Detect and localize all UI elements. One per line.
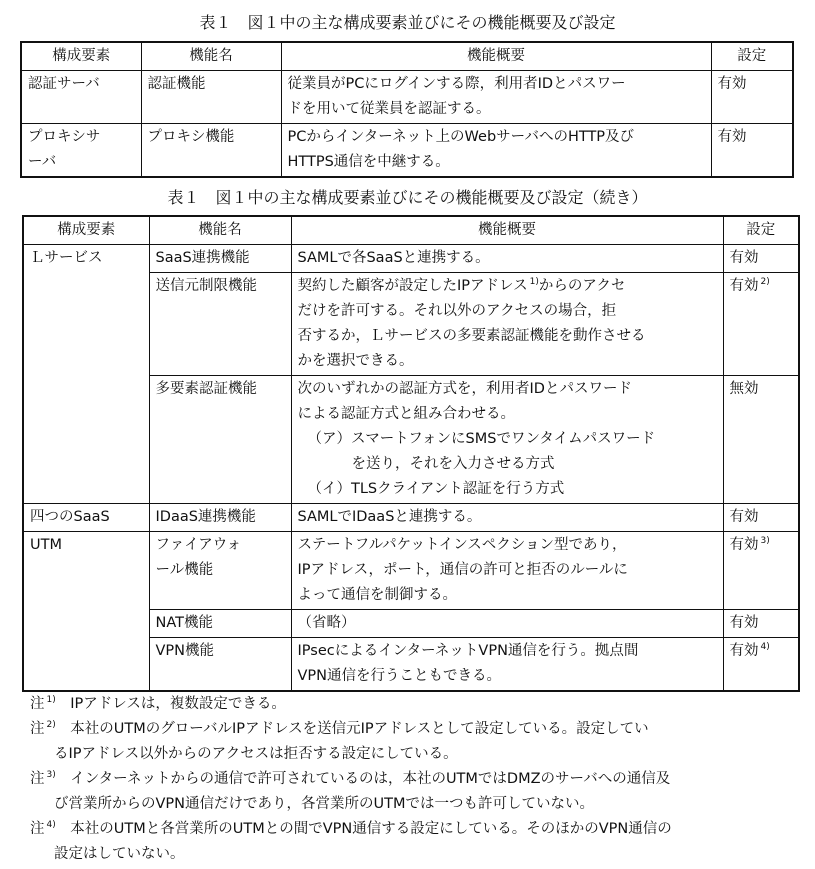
note-number: 4) bbox=[46, 820, 56, 830]
summary-cell bbox=[291, 638, 723, 692]
footnote bbox=[30, 817, 815, 867]
header-summary: 機能概要 bbox=[281, 42, 711, 71]
footnote-ref: 2) bbox=[760, 277, 770, 287]
summary-cell: （省略） bbox=[291, 610, 723, 638]
note-label: 注 bbox=[30, 696, 45, 712]
note-text: 本社のUTMと各営業所のUTMとの間でVPN通信する設定にしている。そのほかのVPN通信の bbox=[70, 821, 672, 837]
header-function: 機能名 bbox=[149, 216, 291, 245]
setting-text: 有効 bbox=[729, 537, 759, 553]
summary-cell bbox=[291, 273, 723, 376]
note-number: 3) bbox=[46, 770, 56, 780]
setting-cell bbox=[723, 273, 799, 376]
function-text: ファイアウォ bbox=[155, 537, 242, 553]
summary-line: かを選択できる。 bbox=[297, 353, 414, 369]
table2-header bbox=[23, 216, 799, 245]
table1 bbox=[20, 41, 794, 178]
note-text: インターネットからの通信で許可されているのは，本社のUTMではDMZのサーバへの通信及 bbox=[70, 771, 671, 787]
note-label: 注 bbox=[30, 721, 45, 737]
footnote bbox=[30, 767, 815, 817]
note-text: IPアドレスは，複数設定できる。 bbox=[70, 696, 286, 712]
summary-line: だけを許可する。それ以外のアクセスの場合，拒 bbox=[297, 303, 617, 319]
element-text: 認証サーバ bbox=[28, 76, 100, 92]
summary-text: 契約した顧客が設定したIPアドレス bbox=[297, 278, 528, 294]
note-number: 2) bbox=[46, 720, 56, 730]
header-setting: 設定 bbox=[711, 42, 793, 71]
setting-cell bbox=[723, 638, 799, 692]
element-cell bbox=[21, 124, 141, 178]
setting-cell: 有効 bbox=[711, 124, 793, 178]
summary-line bbox=[298, 274, 717, 299]
note-text: び営業所からのVPN通信だけであり，各営業所のUTMでは一つも許可していない。 bbox=[54, 796, 594, 812]
summary-cell bbox=[291, 532, 723, 610]
setting-cell: 有効 bbox=[723, 610, 799, 638]
table2-title: 表１ 図１中の主な構成要素並びにその機能概要及び設定（続き） bbox=[167, 188, 648, 207]
summary-line: （イ）TLSクライアント認証を行う方式 bbox=[307, 481, 565, 497]
element-cell bbox=[21, 71, 141, 124]
summary-line: VPN通信を行うこともできる。 bbox=[297, 668, 502, 684]
summary-cell bbox=[281, 71, 711, 124]
table2 bbox=[22, 215, 800, 692]
function-cell bbox=[149, 532, 291, 610]
element-cell: Ｌサービス bbox=[23, 245, 149, 504]
footnote bbox=[30, 717, 815, 767]
function-cell: VPN機能 bbox=[149, 638, 291, 692]
summary-line: PCからインターネット上のWebサーバへのHTTP及び bbox=[287, 129, 635, 145]
summary-cell bbox=[281, 124, 711, 178]
setting-cell: 有効 bbox=[711, 71, 793, 124]
note-text: るIPアドレス以外からのアクセスは拒否する設定にしている。 bbox=[54, 746, 458, 762]
setting-cell: 無効 bbox=[723, 376, 799, 504]
note-text: 本社のUTMのグローバルIPアドレスを送信元IPアドレスとして設定している。設定してい bbox=[70, 721, 649, 737]
function-cell: 多要素認証機能 bbox=[149, 376, 291, 504]
summary-line: 次のいずれかの認証方式を，利用者IDとパスワード bbox=[297, 381, 632, 397]
setting-cell: 有効 bbox=[723, 504, 799, 532]
function-cell: SaaS連携機能 bbox=[149, 245, 291, 273]
footnotes bbox=[30, 692, 815, 867]
note-text: 設定はしていない。 bbox=[54, 846, 185, 862]
summary-line: HTTPS通信を中継する。 bbox=[287, 154, 450, 170]
setting-cell bbox=[723, 532, 799, 610]
footnote bbox=[30, 692, 815, 717]
header-function: 機能名 bbox=[141, 42, 281, 71]
summary-line: ステートフルパケットインスペクション型であり， bbox=[297, 537, 627, 553]
table-row bbox=[21, 124, 793, 178]
table-row bbox=[21, 71, 793, 124]
footnote-ref: 4) bbox=[760, 642, 770, 652]
summary-text: からのアクセ bbox=[538, 278, 626, 294]
function-cell: 送信元制限機能 bbox=[149, 273, 291, 376]
element-cell: 四つのSaaS bbox=[23, 504, 149, 532]
function-cell: プロキシ機能 bbox=[141, 124, 281, 178]
header-setting: 設定 bbox=[723, 216, 799, 245]
summary-line: を送り，それを入力させる方式 bbox=[351, 456, 555, 472]
summary-line: 従業員がPCにログインする際，利用者IDとパスワー bbox=[287, 76, 626, 92]
summary-cell: SAMLで各SaaSと連携する。 bbox=[291, 245, 723, 273]
function-cell: 認証機能 bbox=[141, 71, 281, 124]
note-number: 1) bbox=[46, 695, 56, 705]
element-text: ーバ bbox=[28, 154, 57, 170]
note-label: 注 bbox=[30, 771, 45, 787]
header-summary: 機能概要 bbox=[291, 216, 723, 245]
header-element: 構成要素 bbox=[23, 216, 149, 245]
summary-line: IPアドレス，ポート，通信の許可と拒否のルールに bbox=[297, 562, 628, 578]
summary-cell bbox=[291, 376, 723, 504]
summary-line: （ア）スマートフォンにSMSでワンタイムパスワード bbox=[307, 431, 656, 447]
summary-cell: SAMLでIDaaSと連携する。 bbox=[291, 504, 723, 532]
function-text: ール機能 bbox=[155, 562, 214, 578]
function-cell: IDaaS連携機能 bbox=[149, 504, 291, 532]
element-text: プロキシサ bbox=[28, 129, 101, 145]
setting-cell: 有効 bbox=[723, 245, 799, 273]
footnote-ref: 3) bbox=[760, 536, 770, 546]
table-row bbox=[23, 504, 799, 532]
element-cell: UTM bbox=[23, 532, 149, 692]
table1-title: 表１ 図１中の主な構成要素並びにその機能概要及び設定 bbox=[199, 13, 616, 32]
summary-line: 否するか，Ｌサービスの多要素認証機能を動作させる bbox=[297, 328, 646, 344]
summary-line: による認証方式と組み合わせる。 bbox=[297, 406, 515, 422]
function-cell: NAT機能 bbox=[149, 610, 291, 638]
summary-line: よって通信を制御する。 bbox=[297, 587, 457, 603]
summary-line: IPsecによるインターネットVPN通信を行う。拠点間 bbox=[297, 643, 639, 659]
summary-line: ドを用いて従業員を認証する。 bbox=[287, 101, 491, 117]
setting-text: 有効 bbox=[729, 643, 759, 659]
setting-text: 有効 bbox=[729, 278, 759, 294]
table1-header bbox=[21, 42, 793, 71]
footnote-ref: 1) bbox=[529, 277, 539, 287]
table-row bbox=[23, 532, 799, 610]
table-row bbox=[23, 245, 799, 273]
header-element: 構成要素 bbox=[21, 42, 141, 71]
note-label: 注 bbox=[30, 821, 45, 837]
